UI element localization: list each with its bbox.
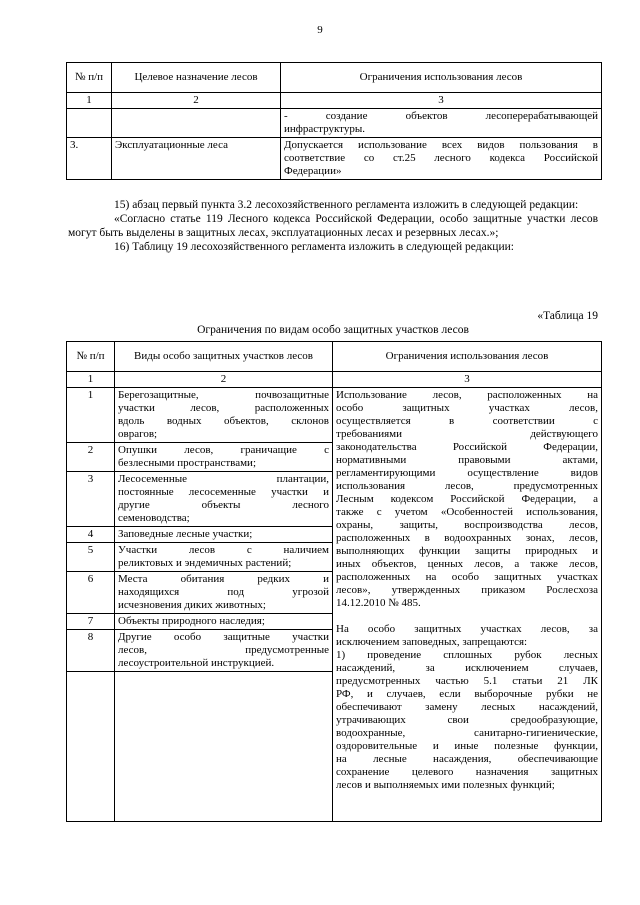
- para-15: 15) абзац первый пункта 3.2 лесохозяйственного регламента изложить в следующей редакции:: [114, 199, 579, 211]
- row-num: 3.: [67, 138, 112, 180]
- row-area-type: Заповедные лесные участки;: [115, 527, 333, 543]
- row-area-type: Объекты природного наследия;: [115, 614, 333, 630]
- table-mark: «Таблица 19: [537, 310, 598, 322]
- row-name: Эксплуатационные леса: [112, 138, 281, 180]
- row-area-type: Лесосеменные плантации, постоянные лесосеменные участки и другие объекты лесного семеноводства;: [115, 472, 333, 527]
- row-num: 2: [67, 443, 115, 472]
- row-restriction: Допускается использование всех видов пользования в соответствие со ст.25 лесного кодекса Российской Федерации»: [281, 138, 602, 180]
- table-title: Ограничения по видам особо защитных участков лесов: [197, 324, 469, 336]
- col-number: 1: [67, 93, 112, 109]
- row-area-type: Опушки лесов, граничащие с безлесными пространствами;: [115, 443, 333, 472]
- para-16: 16) Таблицу 19 лесохозяйственного регламента изложить в следующей редакции:: [114, 241, 514, 253]
- header-purpose: Целевое назначение лесов: [112, 63, 281, 93]
- table-row: [67, 138, 602, 180]
- col-number: 1: [67, 372, 115, 388]
- row-num: 4: [67, 527, 115, 543]
- row-num: 5: [67, 543, 115, 572]
- page-number: 9: [317, 24, 323, 36]
- row-num: 8: [67, 630, 115, 672]
- row-area-type: Берегозащитные, почвозащитные участки лесов, расположенных вдоль водных объектов, склонов оврагов;: [115, 388, 333, 443]
- header-num: № п/п: [67, 63, 112, 93]
- table-row: [67, 388, 602, 443]
- header-restrictions: Ограничения использования лесов: [281, 63, 602, 93]
- restrictions-cell: Использование лесов, расположенных на особо защитных участках лесов, осуществляется в соответствии с требованиями действующего законодательства Российской Федерации, нормативными правовыми актами, регламентирующими осуществление видов использования лесов, предусмотренных Лесным кодексом Российской Федерации, а также с учетом «Особенностей использования, охраны, защиты, воспроизводства лесов, расположенных в водоохранных зонах, лесов, выполняющих функции защиты природных и иных объектов, ценных лесов, а также лесов, расположенных на особо защитных участках лесов», утвержденных приказом Рослесхоза 14.12.2010 № 485. На особо защитных участках лесов, за исключением заповедных, запрещаются: 1) проведение сплошных рубок лесных насаждений, за исключением случаев, предусмотренных частью 5.1 статьи 21 ЛК РФ, и случаев, если выборочные рубки не обеспечивают замену лесных насаждений, утрачивающих свои средообразующие, водоохранные, санитарно-гигиенические, оздоровительные и иные полезные функции, на лесные насаждения, обеспечивающие сохранение целевого назначения защитных лесов и выполняемых ими полезных функций;: [333, 388, 602, 822]
- forest-purpose-table: [66, 62, 602, 180]
- col-number: 3: [333, 372, 602, 388]
- empty-cell: [115, 672, 333, 822]
- empty-cell: [67, 672, 115, 822]
- row-num: 3: [67, 472, 115, 527]
- row-area-type: Другие особо защитные участки лесов, предусмотренные лесоустроительной инструкцией.: [115, 630, 333, 672]
- row-num: 7: [67, 614, 115, 630]
- table-row: [67, 109, 602, 138]
- row-num: 1: [67, 388, 115, 443]
- para-15-quote: «Согласно статье 119 Лесного кодекса Российской Федерации, особо защитные участки лесов могут быть выделены в защитных лесах, эксплуатационных лесах и резервных лесах.»;: [68, 213, 598, 239]
- row-num: 6: [67, 572, 115, 614]
- col-number: 2: [115, 372, 333, 388]
- row-area-type: Участки лесов с наличием реликтовых и эндемичных растений;: [115, 543, 333, 572]
- row-num: [67, 109, 112, 138]
- amendment-15: [68, 198, 598, 254]
- header-area-types: Виды особо защитных участков лесов: [115, 342, 333, 372]
- header-restrictions: Ограничения использования лесов: [333, 342, 602, 372]
- protected-areas-table: [66, 341, 602, 822]
- col-number: 3: [281, 93, 602, 109]
- row-area-type: Места обитания редких и находящихся под угрозой исчезновения диких животных;: [115, 572, 333, 614]
- col-number: 2: [112, 93, 281, 109]
- row-restriction: - создание объектов лесоперерабатывающей инфраструктуры.: [281, 109, 602, 138]
- header-num: № п/п: [67, 342, 115, 372]
- row-name: [112, 109, 281, 138]
